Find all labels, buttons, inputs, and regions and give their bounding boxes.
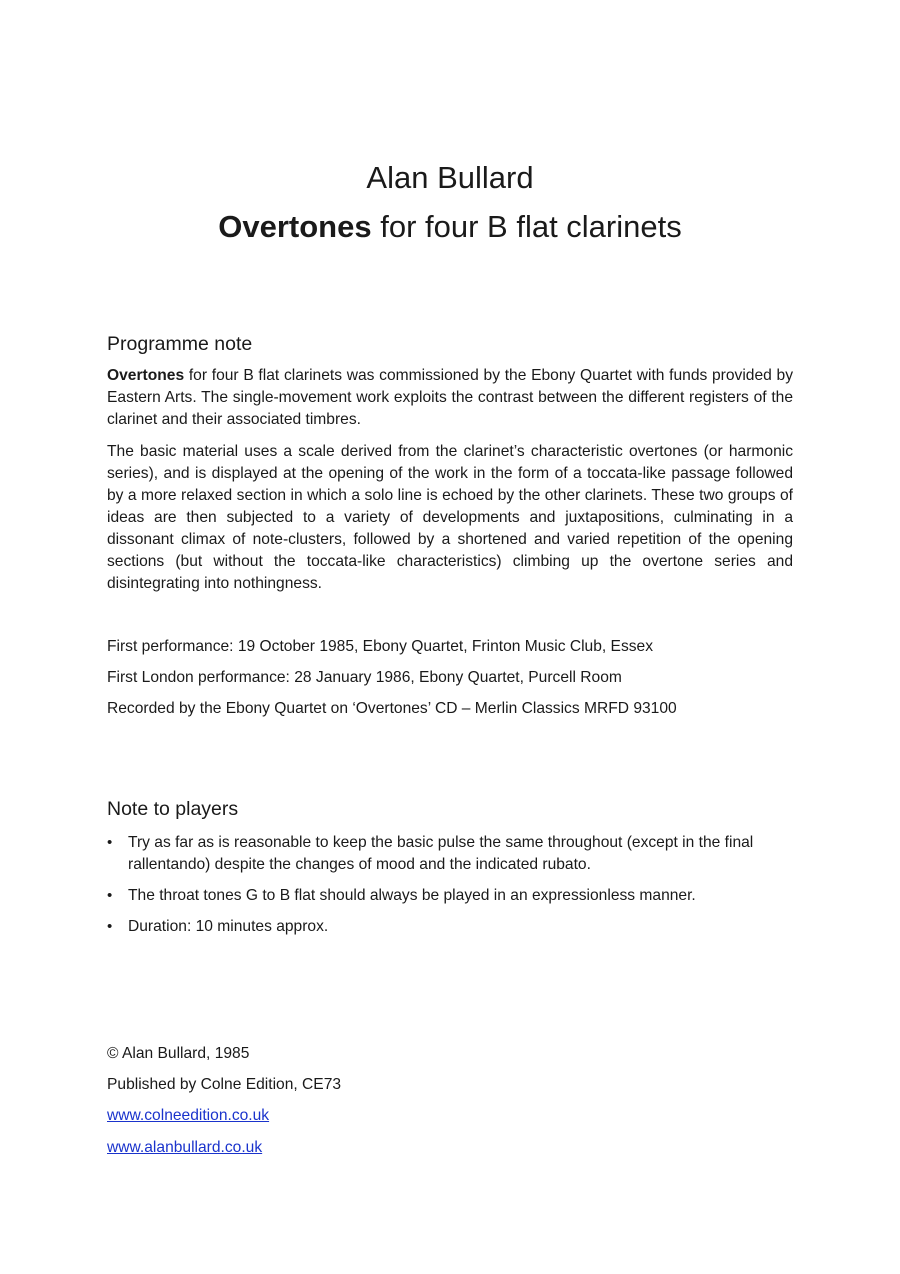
bullet-icon: •	[107, 887, 113, 904]
list-item	[107, 885, 797, 907]
work-title	[0, 206, 900, 248]
programme-note-paragraph-2: The basic material uses a scale derived from the clarinet’s characteristic overtones (or harmonic series), and is displayed at the opening of the work in the form of a toccata-like passage followed by a more relaxed section in which a solo line is echoed by the other clarinets. These two groups of ideas are then subjected to a variety of developments and juxtapositions, culminating in a dissonant climax of note-clusters, followed by a shortened and varied repetition of the opening sections (but without the toccata-like characteristics) climbing up the overtone series and disintegrating into nothingness.	[107, 443, 793, 592]
paragraph-1-rest: for four B flat clarinets was commissioned by the Ebony Quartet with funds provided by Eastern Arts. The single-movement work exploits the contrast between the different registers of the clarinet and their associated timbres.	[107, 367, 793, 428]
list-item-text: Duration: 10 minutes approx.	[128, 918, 329, 935]
paragraph-1-bold: Overtones	[107, 367, 185, 384]
list-item-text: Try as far as is reasonable to keep the basic pulse the same throughout (except in the final rallentando) despite the changes of mood and the indicated rubato.	[128, 834, 754, 873]
bullet-icon: •	[107, 834, 113, 851]
work-title-bold: Overtones	[218, 209, 372, 244]
list-item	[107, 832, 797, 876]
publisher: Published by Colne Edition, CE73	[107, 1076, 342, 1093]
recording-info: Recorded by the Ebony Quartet on ‘Overtones’ CD – Merlin Classics MRFD 93100	[107, 700, 677, 717]
list-item-text: The throat tones G to B flat should always be played in an expressionless manner.	[128, 887, 696, 904]
list-item	[107, 916, 797, 938]
first-performance: First performance: 19 October 1985, Ebony Quartet, Frinton Music Club, Essex	[107, 638, 654, 655]
alan-bullard-link[interactable]: www.alanbullard.co.uk	[107, 1139, 263, 1156]
first-london-performance: First London performance: 28 January 1986, Ebony Quartet, Purcell Room	[107, 669, 622, 686]
bullet-icon: •	[107, 918, 113, 935]
players-note-heading: Note to players	[107, 798, 239, 820]
colne-edition-link-row	[107, 1105, 269, 1127]
programme-note-paragraph-1	[107, 365, 793, 431]
work-title-rest: for four B flat clarinets	[371, 209, 682, 244]
programme-note-heading: Programme note	[107, 333, 253, 355]
players-note-list	[107, 832, 797, 947]
alan-bullard-link-row	[107, 1137, 262, 1159]
composer-name: Alan Bullard	[366, 160, 534, 195]
copyright: © Alan Bullard, 1985	[107, 1045, 250, 1062]
colne-edition-link[interactable]: www.colneedition.co.uk	[107, 1107, 270, 1124]
